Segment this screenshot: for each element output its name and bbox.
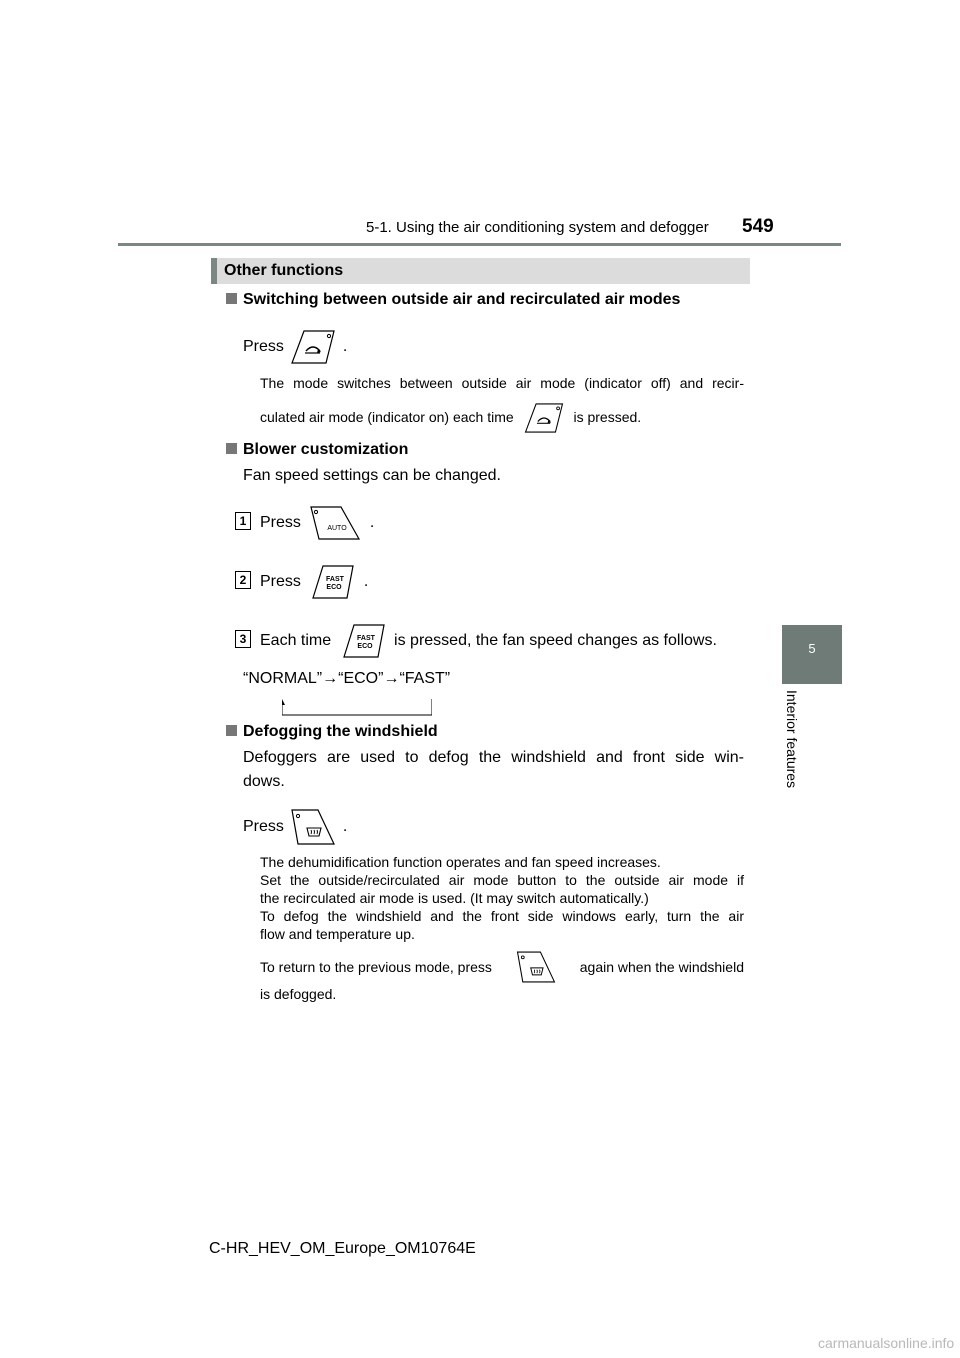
- step-1-line: Press AUTO .: [260, 505, 374, 541]
- blower-heading: Blower customization: [226, 441, 408, 459]
- svg-text:ECO: ECO: [357, 643, 373, 650]
- chapter-number: 5: [808, 641, 816, 656]
- recirculation-button-icon: [288, 329, 338, 365]
- defog-note-line5: flow and temperature up.: [260, 926, 415, 942]
- recirc-heading: Switching between outside air and recirculated air modes: [226, 291, 680, 309]
- step-3-line: Each time FAST ECO is pressed, the fan speed changes as follows.: [260, 622, 717, 660]
- step-number-3: 3: [235, 630, 251, 648]
- defog-intro-line2: dows.: [243, 773, 285, 790]
- header-section-title: 5-1. Using the air conditioning system and defogger: [366, 219, 709, 236]
- sequence-loop-arrow: [282, 699, 432, 716]
- chapter-tab: [782, 625, 842, 684]
- fast-eco-button-icon: [338, 622, 388, 660]
- bullet-square-icon: [226, 443, 237, 454]
- recirc-press-line: Press .: [243, 329, 347, 365]
- defog-heading: Defogging the windshield: [226, 723, 438, 741]
- watermark-text: carmanualsonline.info: [818, 1335, 955, 1351]
- auto-button-icon: [307, 505, 363, 541]
- fan-speed-sequence: “NORMAL”→“ECO”→“FAST”: [243, 670, 451, 687]
- section-title-bar: [211, 258, 750, 284]
- windshield-defogger-button-icon: [514, 950, 558, 984]
- fast-eco-button-icon: [307, 564, 357, 600]
- svg-text:AUTO: AUTO: [327, 525, 348, 532]
- defog-note-line1: The dehumidification function operates and fan speed increases.: [260, 854, 661, 870]
- blower-intro: Fan speed settings can be changed.: [243, 467, 501, 484]
- step-2-line: Press FAST ECO .: [260, 564, 368, 600]
- defog-return-line: To return to the previous mode, press again when the windshield: [260, 950, 744, 984]
- chapter-label: Interior features: [784, 690, 800, 789]
- defog-note-line2: Set the outside/recirculated air mode button to the outside air mode if: [260, 872, 744, 888]
- document-code: C-HR_HEV_OM_Europe_OM10764E: [209, 1240, 476, 1257]
- bullet-square-icon: [226, 725, 237, 736]
- step-number-2: 2: [235, 571, 251, 589]
- defog-return-line2: is defogged.: [260, 986, 337, 1002]
- defog-note-line3: the recirculated air mode is used. (It may switch automatically.): [260, 890, 649, 906]
- step-number-1: 1: [235, 512, 251, 530]
- defog-press-line: Press .: [243, 808, 347, 846]
- recirc-note-line2: culated air mode (indicator on) each time is pressed.: [260, 400, 641, 434]
- header-divider: [118, 243, 841, 246]
- defog-note-line4: To defog the windshield and the front side windows early, turn the air: [260, 908, 744, 924]
- defog-intro-line1: Defoggers are used to defog the windshield and front side win-: [243, 749, 744, 766]
- svg-text:ECO: ECO: [326, 584, 342, 591]
- svg-text:FAST: FAST: [326, 576, 345, 583]
- windshield-defogger-button-icon: [288, 808, 338, 846]
- recirculation-button-icon: [522, 402, 566, 434]
- recirc-note-line1: The mode switches between outside air mode (indicator off) and recir-: [260, 375, 744, 391]
- svg-text:FAST: FAST: [356, 635, 375, 642]
- page-number: 549: [742, 216, 774, 237]
- section-title: Other functions: [224, 262, 344, 279]
- bullet-square-icon: [226, 293, 237, 304]
